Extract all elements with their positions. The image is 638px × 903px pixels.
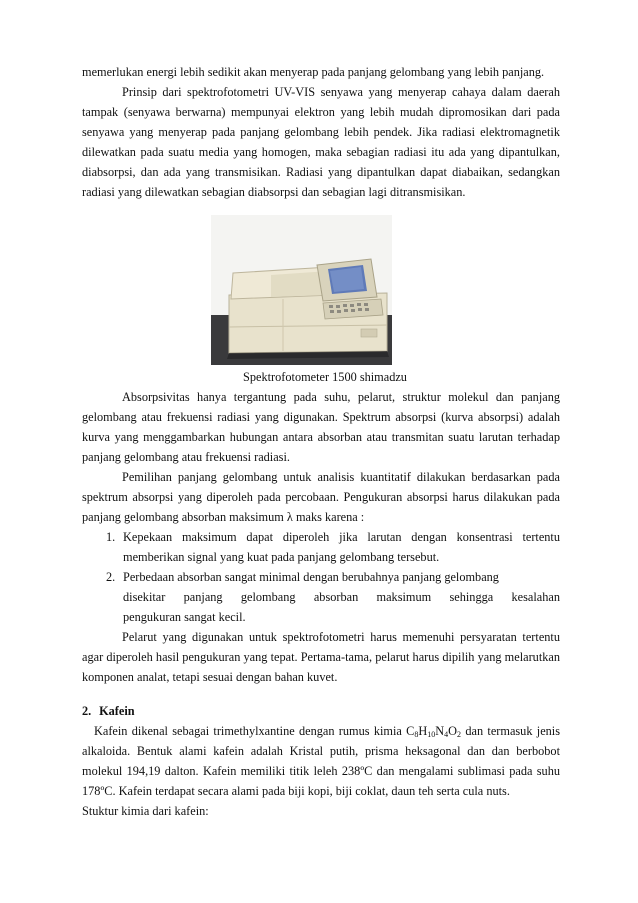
formula-element: N — [435, 724, 445, 738]
reasons-list — [82, 527, 560, 627]
kafein-text-end: dan termasuk jenis alkaloida. Bentuk alami kafein adalah Kristal putih, prisma heksagonal dan dan berbobot molekul 194,19 dalton. Kafein memiliki titik leleh 238ºC dan mengalami sublimasi pada suhu 178ºC. Kafein terdapat secara alami pada biji kopi, biji coklat, daun teh serta cula nuts. — [82, 724, 561, 798]
paragraph-wavelength-selection: Pemilihan panjang gelombang untuk analisis kuantitatif dilakukan berdasarkan pada spektrum absorpsi yang diperoleh pada percobaan. Pengukuran absorpsi harus dilakukan pada panjang gelombang absorban maksimum λ maks karena : — [82, 470, 560, 524]
formula-subscript: 2 — [457, 730, 462, 739]
list-line: pengukuran sangat kecil. — [123, 610, 246, 624]
section-heading — [82, 701, 560, 721]
formula-subscript: 8 — [414, 730, 419, 739]
list-item — [82, 527, 560, 567]
list-line: Perbedaan absorban sangat minimal dengan berubahnya panjang gelombang — [123, 570, 499, 584]
paragraph-kafein — [82, 721, 560, 801]
list-line: Kepekaan maksimum dapat diperoleh jika larutan dengan konsentrasi tertentu — [123, 530, 560, 544]
list-line: memberikan signal yang kuat pada panjang gelombang tersebut. — [123, 550, 440, 564]
paragraph-continuation: memerlukan energi lebih sedikit akan menyerap pada panjang gelombang yang lebih panjang. — [82, 65, 545, 79]
formula-subscript: 10 — [427, 730, 436, 739]
paragraph-absorptivity: Absorpsivitas hanya tergantung pada suhu, pelarut, struktur molekul dan panjang gelombang atau frekuensi radiasi yang digunakan. Spektrum absorpsi (kurva absorpsi) adalah kurva yang menggambarkan hubungan antara absorban atau transmitan suatu larutan terhadap panjang gelombang atau frekuensi radiasi. — [82, 390, 560, 464]
section-title: Kafein — [99, 704, 135, 718]
list-line: disekitar panjang gelombang absorban maksimum sehingga kesalahan — [123, 590, 560, 604]
section-number: 2. — [82, 704, 92, 718]
list-number: 2. — [106, 570, 116, 584]
document-page — [82, 62, 560, 821]
kafein-text-start: Kafein dikenal sebagai trimethylxantine dengan rumus kimia C — [94, 724, 415, 738]
list-number: 1. — [106, 530, 116, 544]
list-item — [82, 567, 560, 627]
formula-subscript: 4 — [444, 730, 449, 739]
paragraph-structure: Stuktur kimia dari kafein: — [82, 804, 209, 818]
kafein-section — [82, 721, 560, 821]
spectrophotometer-photo — [211, 215, 392, 365]
paragraph-solvent: Pelarut yang digunakan untuk spektrofotometri harus memenuhi persyaratan tertentu agar diperoleh hasil pengukuran yang tepat. Pertama-tama, pelarut harus dipilih yang melarutkan komponen analat, tetapi sesuai dengan bahan kuvet. — [82, 630, 560, 684]
formula-element: O — [448, 724, 458, 738]
paragraph-principle: Prinsip dari spektrofotometri UV-VIS senyawa yang menyerap cahaya dalam daerah tampak (senyawa berwarna) mempunyai elektron yang lebih mudah dipromosikan dari pada senyawa yang menyerap pada panjang gelombang lebih pendek. Jika radiasi elektromagnetik dilewatkan pada suatu media yang homogen, maka sebagian radiasi itu ada yang dipantulkan, diabsorpsi, dan ada yang transmisikan. Radiasi yang dipantulkan dapat diabaikan, sedangkan radiasi yang dilewatkan sebagian diabsorpsi dan sebagian lagi ditransmisikan. — [82, 85, 560, 199]
formula-element: H — [418, 724, 428, 738]
figure-caption: Spektrofotometer 1500 shimadzu — [243, 370, 407, 384]
